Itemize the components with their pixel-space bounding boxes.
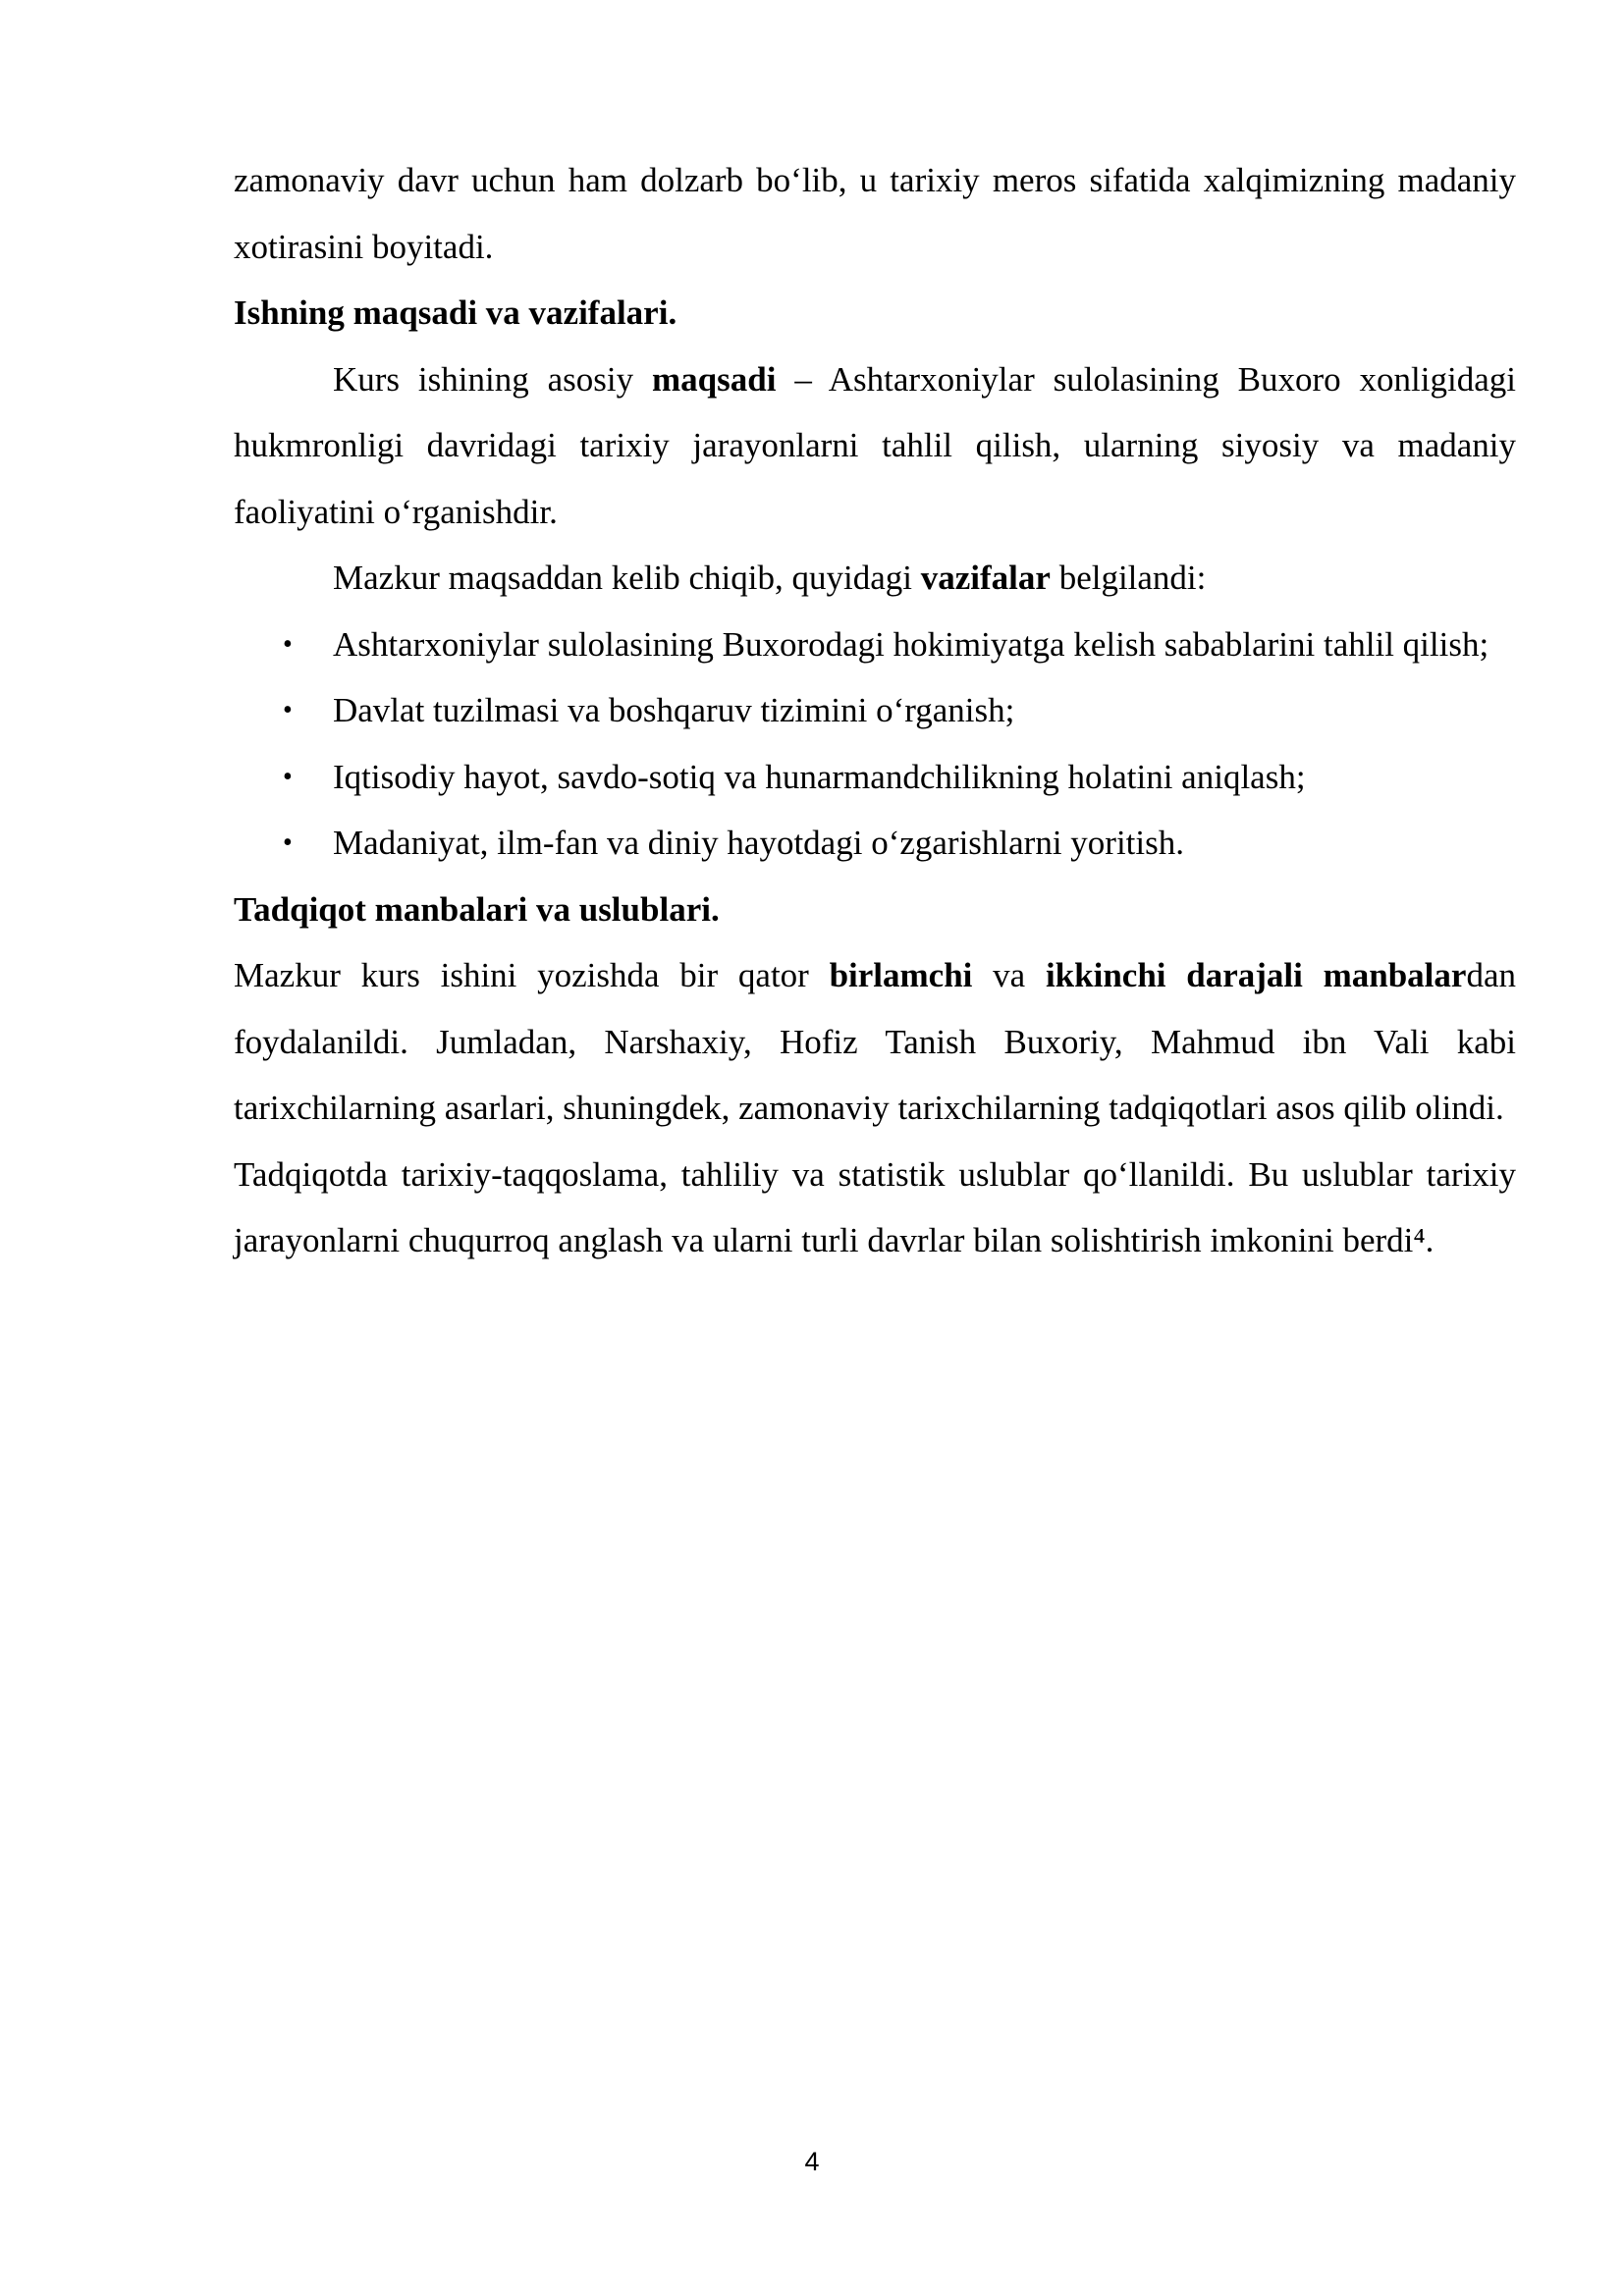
list-item [234,677,1516,744]
tasks-keyword: vazifalar [920,559,1051,597]
sources-text-3: dan foydalanildi. Jumladan, Narshaxiy, Hofiz Tanish Buxoriy, Mahmud ibn Vali kabi tarixchilarning asarlari, shuningdek, zamonaviy tarixchilarning tadqiqotlari asos qilib olindi. [234,956,1516,1127]
sources-paragraph [234,942,1516,1142]
methods-paragraph: Tadqiqotda tarixiy-taqqoslama, tahliliy va statistik uslublar qo‘llanildi. Bu uslublar tarixiy jarayonlarni chuqurroq anglash va ularni turli davrlar bilan solishtirish imkonini berdi⁴. [234,1154,1516,1259]
sources-keyword-secondary: ikkinchi darajali manbalar [1045,956,1467,994]
intro-paragraph-end: zamonaviy davr uchun ham dolzarb bo‘lib, u tarixiy meros sifatida xalqimizning madaniy xotirasini boyitadi. [234,161,1516,266]
tasks-intro [234,545,1516,612]
tasks-intro-before: Mazkur maqsaddan kelib chiqib, quyidagi [333,559,921,597]
goal-text-before: Kurs ishining asosiy [333,359,652,399]
page-number: 4 [804,2147,820,2176]
sources-text-1: Mazkur kurs ishini yozishda bir qator [234,956,830,994]
goals-heading: Ishning maqsadi va vazifalari. [234,294,677,332]
list-item [234,810,1516,877]
tasks-intro-after: belgilandi: [1050,559,1207,597]
task-text: Ashtarxoniylar sulolasining Buxorodagi hokimiyatga kelish sabablarini tahlil qilish; [333,624,1489,664]
list-item [234,744,1516,811]
bullet-icon: • [283,761,293,792]
sources-text-2: va [972,956,1046,994]
sources-keyword-primary: birlamchi [829,956,973,994]
list-item [234,612,1516,678]
goal-keyword: maqsadi [652,359,777,399]
sources-heading: Tadqiqot manbalari va uslublari. [234,889,720,929]
bullet-icon: • [283,628,293,660]
goal-text-after: – Ashtarxoniylar sulolasining Buxoro xonligidagi hukmronligi davridagi tarixiy jarayonlarni tahlil qilish, ularning siyosiy va madaniy faoliyatini o‘rganishdir. [234,359,1516,531]
task-text: Iqtisodiy hayot, savdo-sotiq va hunarmandchilikning holatini aniqlash; [333,757,1306,796]
tasks-list [234,612,1516,877]
task-text: Davlat tuzilmasi va boshqaruv tizimini o‘rganish; [333,691,1015,729]
goal-paragraph [234,347,1516,546]
bullet-icon: • [283,695,293,725]
document-page [234,147,1516,1274]
bullet-icon: • [283,828,293,858]
task-text: Madaniyat, ilm-fan va diniy hayotdagi o‘zgarishlarni yoritish. [333,824,1185,862]
